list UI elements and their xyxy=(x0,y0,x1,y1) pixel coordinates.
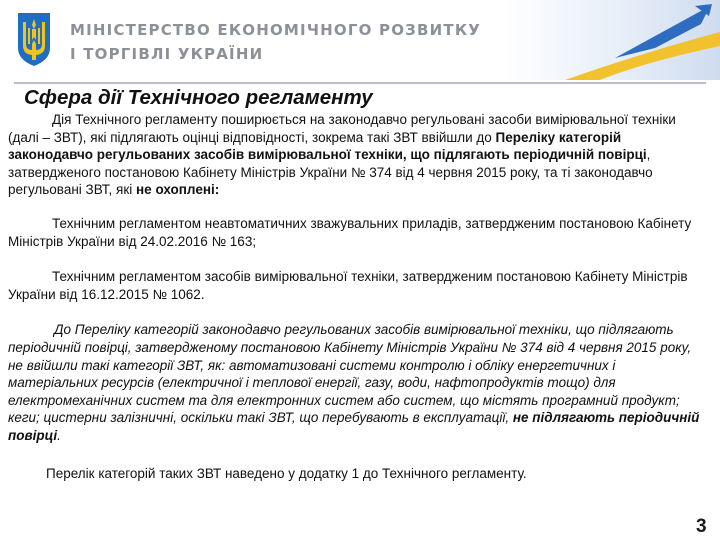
note-bold: не підлягають періодичній повірці xyxy=(8,410,700,443)
ministry-name-line1: МІНІСТЕРСТВО ЕКОНОМІЧНОГО РОЗВИТКУ xyxy=(70,21,482,39)
ukraine-trident-icon xyxy=(14,10,54,68)
note-paragraph xyxy=(8,321,708,444)
slide-header xyxy=(0,0,720,80)
intro-text-1: Дія Технічного регламенту поширюється на законодавчо регульовані засоби вимірювальної техніки (далі – ЗВТ), які підлягають оцінці відповідності, зокрема такі ЗВТ ввійшли до xyxy=(8,112,676,145)
intro-paragraph xyxy=(8,111,708,199)
note-end: . xyxy=(57,427,61,443)
note-text: До Переліку категорій законодавчо регульованих засобів вимірювальної техніки, що підлягають періодичній повірці, затвердженому постановою Кабінету Міністрів України № 374 від 4 червня 2015 року, не ввійшли такі категорії ЗВТ, як: автоматизовані системи контролю і обліку енергетичних і матеріальних ресурсів (електричної і теплової енергії, газу, води, нафтопродуктів тощо) для електромеханічних систем та для електронних систем або систем, що містять програмний продукт; кеги; цистерни залізничні, оскільки такі ЗВТ, що перебувають в експлуатації, xyxy=(8,322,692,426)
footer-paragraph: Перелік категорій таких ЗВТ наведено у додатку 1 до Технічного регламенту. xyxy=(46,465,527,481)
intro-text-2: , затвердженого постановою Кабінету Міністрів України № 374 від 4 червня 2015 року, та ті законодавчо регульовані ЗВТ, які xyxy=(8,147,653,198)
ministry-name xyxy=(70,18,481,66)
intro-bold-1: Переліку категорій законодавчо регульованих засобів вимірювальної техніки, що підлягають періодичній повірці xyxy=(8,129,647,163)
slide-body xyxy=(8,111,708,482)
ministry-name-line2: І ТОРГІВЛІ УКРАЇНИ xyxy=(70,45,264,63)
list-item: Технічним регламентом засобів вимірювальної техніки, затвердженим постановою Кабінету Міністрів України від 16.12.2015 № 1062. xyxy=(8,269,688,302)
ministry-swoosh-logo-icon xyxy=(505,0,720,80)
header-divider xyxy=(14,82,706,84)
intro-bold-2: не охоплені: xyxy=(136,182,220,198)
list-item: Технічним регламентом неавтоматичних зважувальних приладів, затвердженим постановою Кабінету Міністрів України від 24.02.2016 № 163; xyxy=(8,215,692,249)
slide-title: Сфера дії Технічного регламенту xyxy=(24,86,373,109)
page-number: 3 xyxy=(696,516,707,537)
